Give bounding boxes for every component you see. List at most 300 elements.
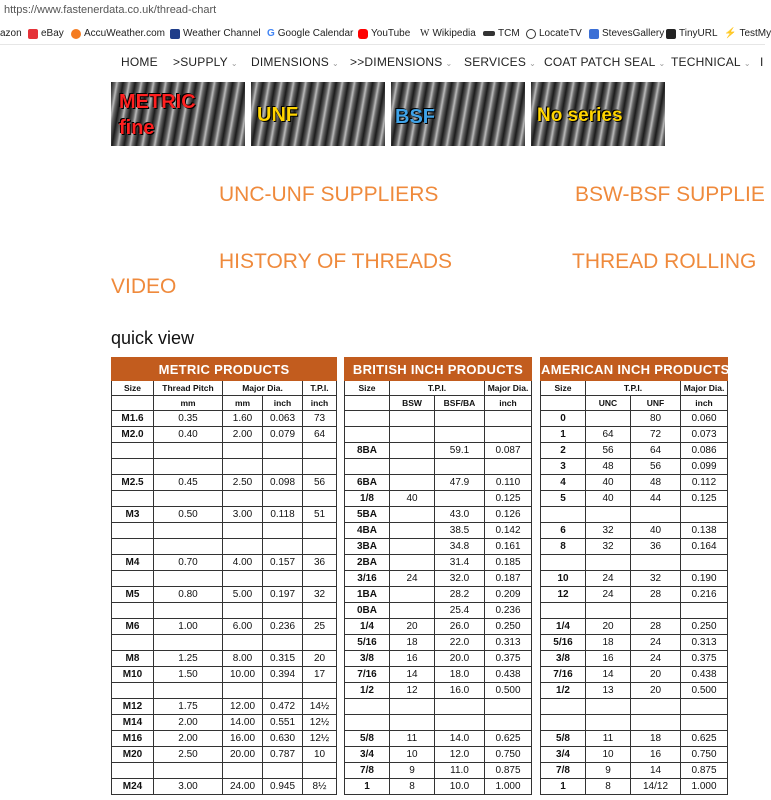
table-cell: 40 — [586, 475, 631, 491]
table-cell — [390, 523, 435, 539]
size-cell: 5BA — [345, 507, 390, 523]
gallery-icon — [589, 29, 599, 39]
table-cell: 20.0 — [435, 651, 485, 667]
table-cell: 1.000 — [681, 779, 728, 795]
table-cell: 2.00 — [154, 731, 223, 747]
table-cell: 24.00 — [223, 779, 263, 795]
bookmark-label: azon — [0, 28, 22, 39]
table-row — [345, 523, 532, 539]
table-cell: 56 — [631, 459, 681, 475]
table-cell: 40 — [390, 491, 435, 507]
table-cell — [681, 699, 728, 715]
table-cell: 0.112 — [681, 475, 728, 491]
table-cell: 20.00 — [223, 747, 263, 763]
table-cell: 0.35 — [154, 411, 223, 427]
bookmark-label: LocateTV — [539, 28, 582, 39]
size-cell: 1 — [541, 427, 586, 443]
table-cell: 0.236 — [485, 603, 532, 619]
table-cell: 12 — [390, 683, 435, 699]
link-history-of-threads[interactable]: HISTORY OF THREADS — [219, 250, 452, 273]
table-cell: 8½ — [303, 779, 337, 795]
table-cell — [223, 683, 263, 699]
table-cell: 25.4 — [435, 603, 485, 619]
table-cell: 28.2 — [435, 587, 485, 603]
bookmark-tinyurl[interactable] — [666, 28, 718, 39]
table-cell: 0.313 — [485, 635, 532, 651]
bookmark-stevesgallery[interactable] — [589, 28, 664, 39]
size-cell: 0BA — [345, 603, 390, 619]
table-cell: 0.073 — [681, 427, 728, 443]
table-cell — [154, 571, 223, 587]
table-cell — [485, 459, 532, 475]
table-cell — [263, 539, 303, 555]
table-cell: 51 — [303, 507, 337, 523]
nav-label: DIMENSIONS — [251, 55, 330, 69]
table-cell — [263, 491, 303, 507]
table-cell — [223, 571, 263, 587]
table-cell: 12.0 — [435, 747, 485, 763]
table-row — [541, 411, 728, 427]
table-cell: 14 — [631, 763, 681, 779]
table-cell: 6.00 — [223, 619, 263, 635]
table-cell — [154, 459, 223, 475]
bookmarks-bar — [0, 24, 771, 45]
table-title: AMERICAN INCH PRODUCTS — [541, 358, 728, 381]
table-cell: 9 — [390, 763, 435, 779]
nav-coat-patch-seal[interactable] — [544, 55, 665, 69]
table-cell: 8.00 — [223, 651, 263, 667]
size-cell: 1BA — [345, 587, 390, 603]
table-cell: 0.087 — [485, 443, 532, 459]
table-cell: 0.209 — [485, 587, 532, 603]
size-cell: 3/16 — [345, 571, 390, 587]
table-cell — [223, 523, 263, 539]
table-cell: 4.00 — [223, 555, 263, 571]
table-cell — [435, 411, 485, 427]
table-cell: 40 — [631, 523, 681, 539]
nav-services[interactable] — [464, 55, 536, 69]
size-cell: M3 — [112, 507, 154, 523]
table-cell — [390, 507, 435, 523]
table-cell — [154, 539, 223, 555]
bookmark-label: eBay — [41, 28, 64, 39]
size-cell: 7/16 — [345, 667, 390, 683]
table-cell: 0.375 — [485, 651, 532, 667]
banner-no-series-label: No series — [537, 105, 623, 126]
table-cell — [681, 715, 728, 731]
size-cell: 12 — [541, 587, 586, 603]
size-cell — [112, 763, 154, 779]
table-cell — [390, 587, 435, 603]
size-cell: M6 — [112, 619, 154, 635]
table-cell: 64 — [631, 443, 681, 459]
column-subheader: inch — [303, 396, 337, 411]
table-cell: 0.216 — [681, 587, 728, 603]
table-cell: 10 — [586, 747, 631, 763]
table-row — [112, 587, 337, 603]
table-cell: 0.142 — [485, 523, 532, 539]
table-cell: 0.126 — [485, 507, 532, 523]
size-cell — [112, 683, 154, 699]
column-header: Size — [345, 381, 390, 396]
bookmark-weather-channel[interactable] — [170, 28, 261, 39]
table-cell — [681, 555, 728, 571]
column-subheader: BSF/BA — [435, 396, 485, 411]
size-cell — [112, 491, 154, 507]
size-cell — [112, 571, 154, 587]
table-cell: 36 — [303, 555, 337, 571]
table-row — [112, 619, 337, 635]
table-cell: 43.0 — [435, 507, 485, 523]
table-cell: 1.25 — [154, 651, 223, 667]
table-cell: 10.0 — [435, 779, 485, 795]
table-row — [112, 491, 337, 507]
table-cell: 34.8 — [435, 539, 485, 555]
table-cell — [631, 715, 681, 731]
size-cell: 5 — [541, 491, 586, 507]
column-subheader: mm — [223, 396, 263, 411]
size-cell — [541, 715, 586, 731]
table-row — [345, 555, 532, 571]
table-cell: 9 — [586, 763, 631, 779]
table-cell — [390, 443, 435, 459]
size-cell — [345, 411, 390, 427]
table-cell: 13 — [586, 683, 631, 699]
size-cell — [345, 699, 390, 715]
table-body — [345, 411, 532, 795]
size-cell: 5/8 — [345, 731, 390, 747]
table-cell — [154, 683, 223, 699]
table-cell: 0.40 — [154, 427, 223, 443]
column-subheader — [112, 396, 154, 411]
tinyurl-icon — [666, 29, 676, 39]
link-thread-rolling[interactable]: THREAD ROLLING — [572, 250, 757, 273]
table-cell: 18.0 — [435, 667, 485, 683]
banner-metric-fine[interactable] — [111, 82, 245, 146]
table-row — [541, 427, 728, 443]
table-cell: 2.00 — [154, 715, 223, 731]
table-row — [541, 443, 728, 459]
size-cell: 2BA — [345, 555, 390, 571]
table-row — [541, 491, 728, 507]
table-cell — [586, 715, 631, 731]
table-cell — [303, 635, 337, 651]
table-row — [541, 459, 728, 475]
table-row — [541, 651, 728, 667]
table-cell: 0.500 — [485, 683, 532, 699]
table-cell: 0.625 — [681, 731, 728, 747]
size-cell: 3/4 — [345, 747, 390, 763]
table-cell: 10 — [303, 747, 337, 763]
table-row — [112, 459, 337, 475]
link-bsw-bsf-suppliers[interactable]: BSW-BSF SUPPLIE — [575, 183, 765, 206]
table-cell: 0.063 — [263, 411, 303, 427]
table-cell: 0.110 — [485, 475, 532, 491]
table-row — [345, 491, 532, 507]
table-row — [541, 763, 728, 779]
lightning-icon: ⚡ — [724, 28, 737, 39]
table-cell: 2.50 — [223, 475, 263, 491]
table-cell: 16 — [390, 651, 435, 667]
size-cell: 3/8 — [541, 651, 586, 667]
link-video[interactable]: VIDEO — [111, 275, 177, 298]
size-cell: 1/2 — [541, 683, 586, 699]
table-cell: 0.118 — [263, 507, 303, 523]
bookmark-tcm[interactable] — [483, 28, 520, 39]
table-cell: 48 — [586, 459, 631, 475]
table-row — [112, 651, 337, 667]
table-row — [345, 475, 532, 491]
size-cell: 3BA — [345, 539, 390, 555]
table-cell: 1.50 — [154, 667, 223, 683]
bookmark-label: StevesGallery — [602, 28, 665, 39]
size-cell — [541, 699, 586, 715]
weather-channel-icon — [170, 29, 180, 39]
table-row — [112, 731, 337, 747]
table-cell: 0.945 — [263, 779, 303, 795]
table-cell: 14/12 — [631, 779, 681, 795]
size-cell: 7/16 — [541, 667, 586, 683]
nav-home[interactable] — [121, 55, 158, 69]
table-cell: 10 — [390, 747, 435, 763]
banner-unf[interactable] — [251, 82, 385, 146]
table-cell — [586, 507, 631, 523]
table-cell — [303, 523, 337, 539]
table-cell — [223, 635, 263, 651]
table-cell: 0.438 — [485, 667, 532, 683]
table-cell — [435, 491, 485, 507]
size-cell: M14 — [112, 715, 154, 731]
table-cell — [586, 699, 631, 715]
table-cell: 0.190 — [681, 571, 728, 587]
table-cell — [485, 715, 532, 731]
table-cell: 0.125 — [681, 491, 728, 507]
bookmark-amazon[interactable] — [0, 28, 22, 39]
table-cell — [631, 555, 681, 571]
table-cell: 0.787 — [263, 747, 303, 763]
table-cell — [631, 699, 681, 715]
column-subheader: UNC — [586, 396, 631, 411]
table-cell — [681, 507, 728, 523]
ebay-icon — [28, 29, 38, 39]
column-subheader: inch — [485, 396, 532, 411]
banner-unf-label: UNF — [257, 104, 299, 126]
table-cell: 12½ — [303, 715, 337, 731]
column-subheader: mm — [154, 396, 223, 411]
table-row — [112, 507, 337, 523]
chevron-down-icon: ⌄ — [743, 59, 751, 68]
table-row — [345, 667, 532, 683]
table-row — [112, 411, 337, 427]
table-row — [345, 459, 532, 475]
banner-no-series[interactable] — [531, 82, 665, 146]
table-cell: 80 — [631, 411, 681, 427]
table-cell — [154, 491, 223, 507]
table-cell — [154, 443, 223, 459]
bookmark-locatetv[interactable] — [526, 28, 582, 39]
table-cell: 8 — [390, 779, 435, 795]
table-cell: 0.250 — [681, 619, 728, 635]
nav-more-dimensions[interactable] — [350, 55, 452, 69]
table-row — [112, 523, 337, 539]
table-cell: 0.70 — [154, 555, 223, 571]
table-cell: 0.630 — [263, 731, 303, 747]
bookmark-label: TestMy — [739, 28, 771, 39]
url-text[interactable]: https://www.fastenerdata.co.uk/thread-chart — [4, 4, 217, 16]
address-bar[interactable] — [0, 0, 765, 24]
table-cell — [390, 475, 435, 491]
table-cell — [263, 763, 303, 779]
nav-label: I — [760, 55, 764, 69]
table-row — [541, 635, 728, 651]
table-cell: 0.500 — [681, 683, 728, 699]
table-title: METRIC PRODUCTS — [112, 358, 337, 381]
size-cell: 3 — [541, 459, 586, 475]
size-cell: 6 — [541, 523, 586, 539]
globe-icon — [526, 29, 536, 39]
table-cell: 47.9 — [435, 475, 485, 491]
size-cell: 6BA — [345, 475, 390, 491]
table-cell: 1.000 — [485, 779, 532, 795]
size-cell — [112, 459, 154, 475]
size-cell: 1/2 — [345, 683, 390, 699]
table-cell — [303, 603, 337, 619]
wikipedia-icon: W — [420, 28, 430, 39]
bookmark-label: AccuWeather.com — [84, 28, 165, 39]
table-cell: 44 — [631, 491, 681, 507]
table-row — [112, 443, 337, 459]
size-cell: M20 — [112, 747, 154, 763]
bookmark-testmy[interactable] — [724, 28, 771, 39]
bookmark-youtube[interactable] — [358, 28, 410, 39]
size-cell — [541, 603, 586, 619]
table-cell: 22.0 — [435, 635, 485, 651]
table-cell: 36 — [631, 539, 681, 555]
table-cell: 20 — [390, 619, 435, 635]
table-cell: 32 — [303, 587, 337, 603]
bookmark-accuweather[interactable] — [71, 28, 165, 39]
table-cell — [390, 555, 435, 571]
column-header: T.P.I. — [586, 381, 681, 396]
table-cell: 11.0 — [435, 763, 485, 779]
table-cell: 0.079 — [263, 427, 303, 443]
table-cell — [263, 635, 303, 651]
table-cell — [303, 539, 337, 555]
table-row — [345, 571, 532, 587]
table-cell: 0.625 — [485, 731, 532, 747]
table-cell: 73 — [303, 411, 337, 427]
table-cell — [303, 491, 337, 507]
bookmark-label: TinyURL — [679, 28, 718, 39]
table-cell — [485, 411, 532, 427]
table-cell: 24 — [586, 587, 631, 603]
table-cell — [390, 699, 435, 715]
size-cell: 4BA — [345, 523, 390, 539]
table-row — [541, 603, 728, 619]
metric-products-table — [111, 357, 337, 795]
size-cell: 8BA — [345, 443, 390, 459]
size-cell: 2 — [541, 443, 586, 459]
tcm-icon — [483, 31, 495, 36]
banner-bsf-label: BSF — [395, 106, 435, 128]
table-cell: 0.472 — [263, 699, 303, 715]
nav-supply[interactable] — [173, 55, 238, 69]
table-cell: 18 — [390, 635, 435, 651]
table-cell: 0.099 — [681, 459, 728, 475]
table-cell: 0.125 — [485, 491, 532, 507]
table-cell: 0.250 — [485, 619, 532, 635]
table-cell: 14½ — [303, 699, 337, 715]
table-row — [112, 555, 337, 571]
table-cell: 0.197 — [263, 587, 303, 603]
banner-bsf[interactable] — [391, 82, 525, 146]
table-cell: 20 — [631, 683, 681, 699]
table-cell — [223, 459, 263, 475]
table-cell: 0.45 — [154, 475, 223, 491]
table-cell — [154, 523, 223, 539]
size-cell: 7/8 — [345, 763, 390, 779]
size-cell: 1 — [345, 779, 390, 795]
table-cell: 24 — [586, 571, 631, 587]
nav-more[interactable] — [760, 55, 764, 69]
table-cell: 0.875 — [681, 763, 728, 779]
column-subheader: inch — [263, 396, 303, 411]
table-row — [541, 699, 728, 715]
table-row — [112, 699, 337, 715]
table-cell: 0.313 — [681, 635, 728, 651]
bookmark-ebay[interactable] — [28, 28, 64, 39]
table-cell: 20 — [631, 667, 681, 683]
google-icon: G — [267, 28, 275, 39]
table-cell: 48 — [631, 475, 681, 491]
table-cell — [485, 427, 532, 443]
table-cell — [223, 491, 263, 507]
size-cell: 0 — [541, 411, 586, 427]
table-row — [112, 539, 337, 555]
table-cell: 40 — [586, 491, 631, 507]
size-cell — [112, 443, 154, 459]
table-cell: 18 — [631, 731, 681, 747]
size-cell: 3/4 — [541, 747, 586, 763]
size-cell: M4 — [112, 555, 154, 571]
chevron-down-icon: ⌄ — [445, 59, 453, 68]
size-cell: M2.5 — [112, 475, 154, 491]
table-cell: 24 — [631, 651, 681, 667]
table-cell — [435, 459, 485, 475]
nav-dimensions[interactable] — [251, 55, 339, 69]
table-cell: 0.187 — [485, 571, 532, 587]
accuweather-icon — [71, 29, 81, 39]
table-cell: 18 — [586, 635, 631, 651]
table-row — [112, 427, 337, 443]
size-cell: 5/16 — [541, 635, 586, 651]
chevron-down-icon: ⌄ — [658, 59, 666, 68]
link-unc-unf-suppliers[interactable]: UNC-UNF SUPPLIERS — [219, 183, 439, 206]
table-cell: 14.00 — [223, 715, 263, 731]
table-row — [541, 667, 728, 683]
bookmark-wikipedia[interactable] — [420, 28, 476, 39]
size-cell: 5/16 — [345, 635, 390, 651]
chevron-down-icon: ⌄ — [332, 59, 339, 68]
bookmark-google-calendar[interactable] — [267, 28, 353, 39]
size-cell: 1/8 — [345, 491, 390, 507]
table-cell: 0.750 — [681, 747, 728, 763]
nav-technical[interactable] — [671, 55, 751, 69]
nav-label: HOME — [121, 55, 158, 69]
table-cell — [435, 715, 485, 731]
nav-label: COAT PATCH SEAL — [544, 55, 656, 69]
column-header: Major Dia. — [485, 381, 532, 396]
